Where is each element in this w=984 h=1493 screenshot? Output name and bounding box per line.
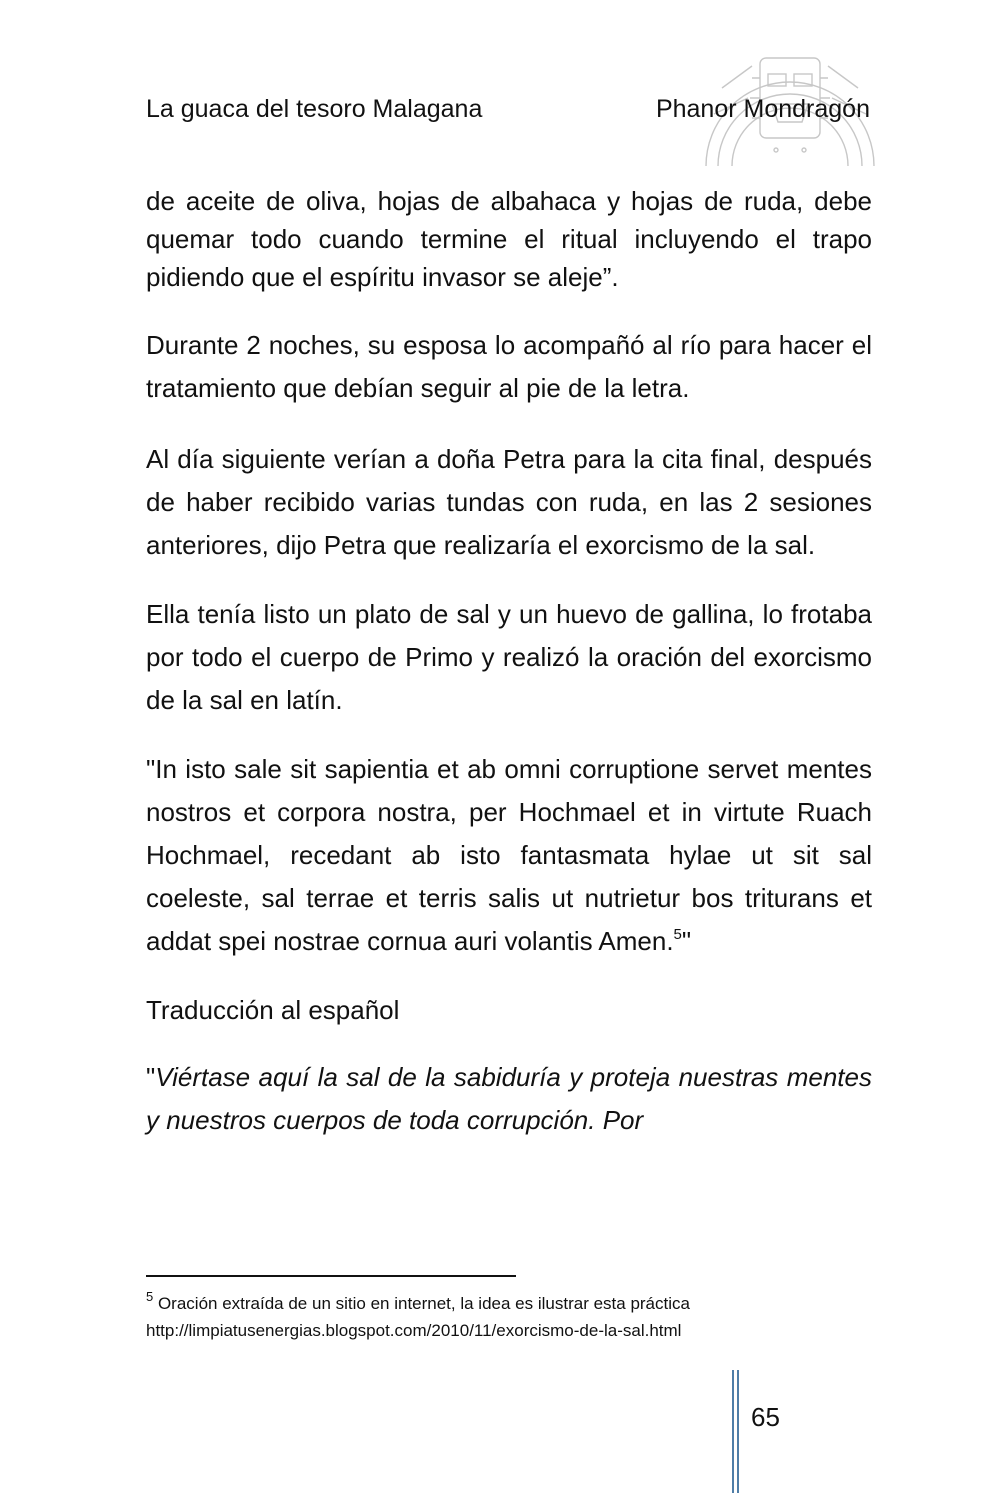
paragraph: de aceite de oliva, hojas de albahaca y hojas de ruda, debe quemar todo cuando termine el ritual incluyendo el trapo pidiendo que el espíritu invasor se aleje”. <box>146 186 872 292</box>
footnote <box>146 1290 872 1344</box>
opening-quote: " <box>146 1062 156 1092</box>
paragraph: Ella tenía listo un plato de sal y un huevo de gallina, lo frotaba por todo el cuerpo de Primo y realizó la oración del exorcismo de la sal en latín. <box>146 599 872 715</box>
divider-line <box>732 1370 734 1493</box>
page-number: 65 <box>751 1402 780 1432</box>
footnote-number: 5 <box>146 1289 154 1304</box>
page-body <box>146 182 872 1142</box>
header-book-title: La guaca del tesoro Malagana <box>146 95 483 123</box>
footnote-text: Oración extraída de un sitio en internet, la idea es ilustrar esta práctica <box>153 1294 690 1313</box>
footnote-divider <box>146 1275 516 1277</box>
divider-line <box>737 1370 739 1493</box>
footnote-reference[interactable]: 5 <box>673 926 682 943</box>
translation-text: Viértase aquí la sal de la sabiduría y proteja nuestras mentes y nuestros cuerpos de toda corrupción. Por <box>146 1062 872 1135</box>
closing-quote: " <box>681 926 692 956</box>
header-author-name: Phanor Mondragón <box>655 95 870 123</box>
latin-prayer-paragraph <box>146 748 872 963</box>
mask-emblem-icon <box>692 18 888 168</box>
translation-heading: Traducción al español <box>146 995 400 1025</box>
footnote-url[interactable]: http://limpiatusenergias.blogspot.com/2010/11/exorcismo-de-la-sal.html <box>146 1321 682 1340</box>
paragraph: Al día siguiente verían a doña Petra para la cita final, después de haber recibido varias tundas con ruda, en las 2 sesiones anteriores, dijo Petra que realizaría el exorcismo de la sal. <box>146 444 872 560</box>
latin-prayer-text: "In isto sale sit sapientia et ab omni corruptione servet mentes nostros et corpora nostra, per Hochmael et in virtute Ruach Hochmael, recedant ab isto fantasmata hylae ut sit sal coeleste, sal terrae et terris salis ut nutrietur bos triturans et addat spei nostrae cornua auri volantis Amen. <box>146 754 872 956</box>
translation-paragraph <box>146 1056 872 1142</box>
footnote-line <box>146 1290 872 1317</box>
paragraph: Durante 2 noches, su esposa lo acompañó al río para hacer el tratamiento que debían seguir al pie de la letra. <box>146 330 872 403</box>
page-number-divider <box>732 1370 742 1493</box>
